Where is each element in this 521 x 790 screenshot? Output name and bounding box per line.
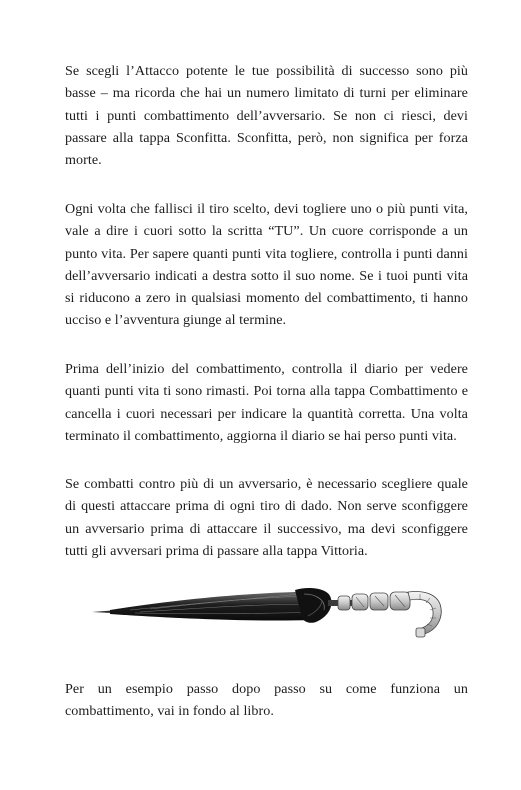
umbrella-illustration <box>90 572 460 662</box>
paragraph-example: Per un esempio passo dopo passo su come funziona un combattimento, vai in fondo al libro. <box>65 681 468 720</box>
paragraph-life-points: Ogni volta che fallisci il tiro scelto, devi togliere uno o più punti vita, vale a dire i cuori sotto la scritta “TU”. Un cuore corrisponde a un punto vita. Per sapere quanti punti vita togliere, controlla i punti danni dell’avversario indicati a destra sotto il suo nome. Se i tuoi punti vita si riducono a zero in qualsiasi momento del combattimento, ti hanno ucciso e l’avventura giunge al termine. <box>65 201 468 329</box>
paragraph-diary: Prima dell’inizio del combattimento, controlla il diario per vedere quanti punti vita ti sono rimasti. Poi torna alla tappa Combattimento e cancella i cuori necessari per indicare la quantità corretta. Una volta terminato il combattimento, aggiorna il diario se hai perso punti vita. <box>65 361 468 444</box>
paragraph-power-attack: Se scegli l’Attacco potente le tue possibilità di successo sono più basse – ma ricorda che hai un numero limitato di turni per eliminare tutti i punti combattimento dell’avversario. Se non ci riesci, devi passare alla tappa Sconfitta. Sconfitta, però, non significa per forza morte. <box>65 63 468 169</box>
paragraph-multiple-opponents: Se combatti contro più di un avversario, è necessario scegliere quale di questi attaccare prima di ogni tiro di dado. Non serve sconfiggere un avversario prima di attaccare il successivo, ma devi sconfiggere tutti gli avversari prima di passare alla tappa Vittoria. <box>65 476 468 559</box>
